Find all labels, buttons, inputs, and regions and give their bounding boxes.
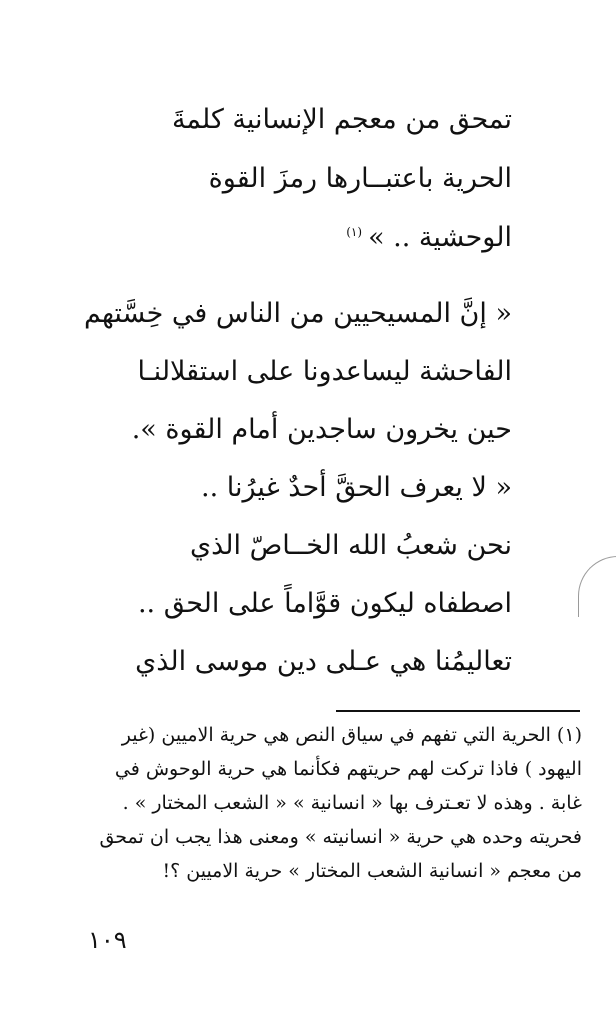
footnote-line: غابة . وهذه لا تعـترف بها « انسانية » « الشعب المختار » . — [122, 792, 582, 814]
poem-line: الحرية باعتبــارها رمزَ القوة — [208, 163, 512, 194]
poem-line: تعاليمُنا هي عـلى دين موسى الذي — [135, 646, 512, 677]
poem-line: اصطفاه ليكون قوَّاماً على الحق .. — [137, 588, 512, 619]
footnote-marker: (١) — [346, 225, 363, 239]
scan-edge-mark — [578, 556, 616, 617]
footnote-line: فحريته وحده هي حرية « انسانيته » ومعنى هذا يجب ان تمحق — [99, 826, 582, 848]
poem-line: نحن شعبُ الله الخــاصّ الذي — [189, 530, 512, 561]
footnote-line: من معجم « انسانية الشعب المختار » حرية الاميين ؟! — [162, 860, 582, 882]
footnote-line: (١) الحرية التي تفهم في سياق النص هي حرية الاميين (غير — [121, 724, 582, 746]
footnote — [26, 718, 582, 888]
poem-line: « لا يعرف الحقَّ أحدٌ غيرُنا .. — [201, 472, 512, 503]
poem-line: « إنَّ المسيحيين من الناس في خِسَّتهم — [83, 298, 512, 329]
poem-line: حين يخرون ساجدين أمام القوة ». — [131, 414, 512, 445]
poem-line-text: الوحشية .. » — [368, 222, 512, 253]
poem-line — [346, 222, 512, 254]
footnote-separator — [336, 710, 580, 712]
poem-line: تمحق من معجم الإنسانية كلمةَ — [171, 104, 512, 135]
footnote-line: اليهود ) فاذا تركت لهم حريتهم فكأنما هي حرية الوحوش في — [114, 758, 582, 780]
poem-line: الفاحشة ليساعدونا على استقلالنـا — [137, 356, 512, 387]
page-number: ١٠٩ — [88, 926, 127, 954]
